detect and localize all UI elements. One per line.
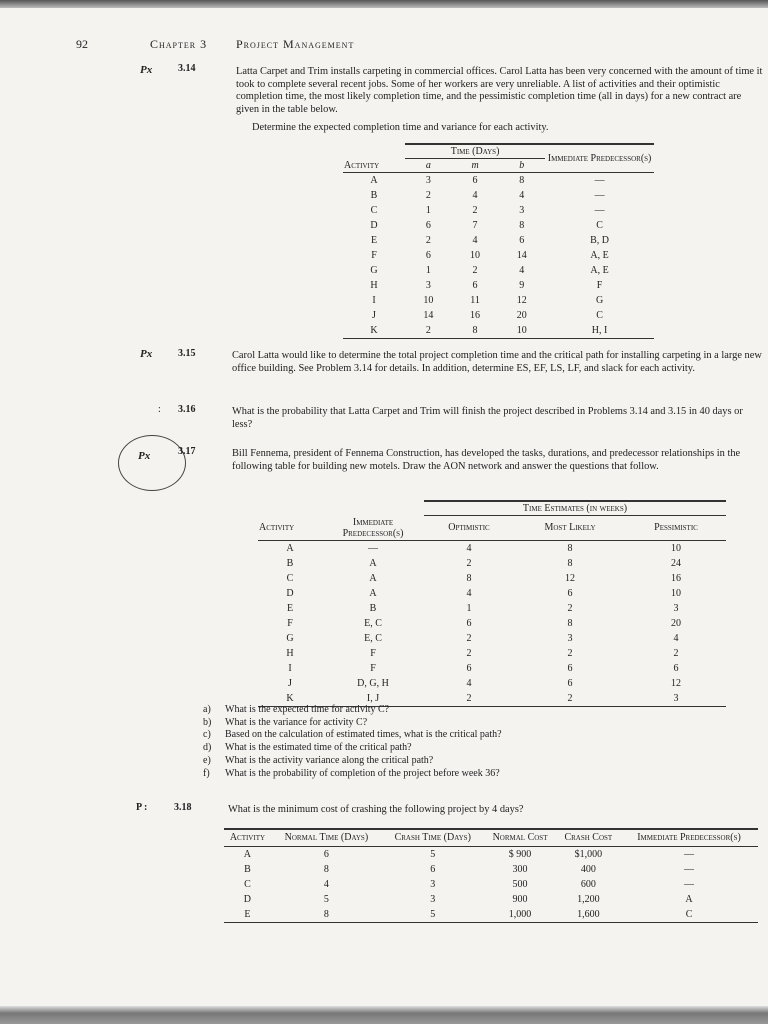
table-cell: H, I (591, 325, 608, 336)
table-cell: 300 (512, 864, 528, 875)
table-cell: D (286, 587, 294, 599)
table-cell: 10 (470, 250, 481, 261)
question-text: Based on the calculation of estimated times, what is the critical path? (225, 729, 502, 741)
column-header: Most Likely (514, 516, 626, 541)
table-cell: $1,000 (574, 849, 603, 860)
table-cell: K (370, 325, 378, 336)
table-cell: 3 (430, 879, 436, 890)
table-cell: 1,200 (577, 894, 600, 905)
table-cell: 6 (466, 617, 472, 629)
problem-instruction: Determine the expected completion time and variance for each activity. (252, 122, 549, 133)
question-item (203, 742, 703, 755)
question-label: b) (203, 716, 212, 728)
table-row (343, 278, 654, 293)
table-cell: 2 (567, 602, 573, 614)
table-cell: 8 (323, 864, 329, 875)
table-cell: B (286, 557, 294, 569)
table-cell: 900 (512, 894, 528, 905)
table-cell: 2 (673, 647, 679, 659)
table-cell: A, E (590, 250, 609, 261)
table-cell: 8 (472, 325, 478, 336)
table-cell: 1 (466, 602, 472, 614)
table-cell: E (286, 602, 294, 614)
table-cell: 2 (567, 692, 573, 704)
table-cell: 2 (567, 647, 573, 659)
table-cell: 11 (470, 295, 480, 306)
table-cell: 3 (519, 205, 525, 216)
table-row (343, 203, 654, 218)
px-marker: Px (138, 450, 151, 462)
table-cell: 10 (671, 542, 681, 554)
table-cell: 4 (466, 587, 472, 599)
table-cell: 8 (519, 220, 525, 231)
table-cell: 8 (519, 175, 525, 186)
table-cell: 2 (425, 235, 431, 246)
table-row (224, 907, 758, 923)
table-cell: — (684, 879, 695, 890)
problem-text: Bill Fennema, president of Fennema Construction, has developed the tasks, durations, and predecessor relationships in the following table for building new motels. Draw the AON network and answer the questions that follow. (232, 448, 741, 472)
table-cell: 4 (673, 632, 679, 644)
table-cell: I, J (366, 692, 380, 704)
table-row (258, 616, 726, 631)
table-cell: H (370, 280, 378, 291)
table-cell: 500 (512, 879, 528, 890)
table-cell: F (287, 617, 293, 629)
table-cell: 4 (472, 190, 478, 201)
table-cell: C (596, 220, 603, 231)
table-cell: 3 (425, 280, 431, 291)
column-header: Normal Time (Days) (271, 829, 382, 847)
table-cell: 3 (425, 175, 431, 186)
table-cell: 8 (567, 542, 573, 554)
scan-edge-bottom (0, 1006, 768, 1024)
column-header: m (452, 159, 499, 173)
table-row (258, 676, 726, 691)
px-marker: Px (140, 348, 153, 360)
table-cell: — (368, 542, 378, 554)
table-cell: F (370, 662, 376, 674)
activity-table-317 (258, 500, 726, 707)
table-cell: 1,000 (508, 909, 532, 920)
group-header: Time Estimates (in weeks) (424, 501, 726, 516)
table-row (343, 293, 654, 308)
table-cell: 1,600 (577, 909, 600, 920)
table-row (343, 248, 654, 263)
table-cell: G (286, 632, 294, 644)
table-cell: A, E (590, 265, 609, 276)
table-cell: 6 (567, 587, 573, 599)
table-cell: I (288, 662, 292, 674)
question-item (203, 717, 703, 730)
crash-table-318 (224, 828, 758, 923)
table-cell: 5 (430, 909, 436, 920)
table-cell: 4 (472, 235, 478, 246)
table-cell: 5 (430, 849, 436, 860)
column-header: Crash Cost (557, 829, 621, 847)
table-cell: D, G, H (357, 677, 389, 689)
table-cell: B (369, 602, 377, 614)
table-cell: 1 (425, 205, 431, 216)
page-number: 92 (76, 37, 88, 51)
table-cell: 2 (425, 190, 431, 201)
table-cell: 1 (425, 265, 431, 276)
question-text: What is the expected time for activity C? (225, 704, 390, 715)
table-row (258, 646, 726, 661)
table-cell: 2 (466, 632, 472, 644)
table-cell: 8 (567, 557, 573, 569)
table-cell: 6 (673, 662, 679, 674)
table-cell: 2 (466, 557, 472, 569)
question-list (203, 704, 703, 780)
table-cell: A (370, 175, 378, 186)
table-cell: F (371, 250, 377, 261)
table-cell: K (286, 692, 294, 704)
table-cell: 10 (516, 325, 527, 336)
table-cell: 6 (567, 662, 573, 674)
column-header: Activity (343, 159, 405, 173)
table-cell: C (286, 572, 294, 584)
table-cell: 2 (472, 205, 478, 216)
problem-number: 3.15 (178, 348, 196, 359)
column-header: Normal Cost (484, 829, 557, 847)
table-cell: J (288, 677, 292, 689)
table-cell: 2 (466, 692, 472, 704)
table-cell: 14 (423, 310, 434, 321)
column-header: Immediate Predecessor(s) (620, 829, 758, 847)
table-cell: E, C (364, 617, 382, 629)
table-cell: G (370, 265, 378, 276)
table-cell: G (595, 295, 604, 306)
table-cell: 8 (323, 909, 329, 920)
table-row (258, 661, 726, 676)
table-cell: D (243, 894, 252, 905)
problem-text: Carol Latta would like to determine the total project completion time and the critical path for installing carpeting in a large new office building. See Problem 3.14 for details. In addition, determine ES, EF, LS, LF, and slack for each activity. (232, 350, 762, 374)
predecessor-header: Immediate Predecessor(s) (545, 144, 654, 173)
table-row (258, 571, 726, 586)
table-cell: 12 (671, 677, 681, 689)
table-cell: 9 (519, 280, 525, 291)
question-text: What is the probability of completion of the project before week 36? (225, 767, 500, 779)
table-cell: I (372, 295, 376, 306)
table-cell: 6 (472, 175, 478, 186)
table-row (224, 862, 758, 877)
table-cell: F (370, 647, 376, 659)
table-cell: 3 (567, 632, 573, 644)
table-cell: 8 (567, 617, 573, 629)
table-cell: 4 (323, 879, 329, 890)
table-row (258, 631, 726, 646)
question-item (203, 755, 703, 768)
table-cell: 6 (430, 864, 436, 875)
question-text: What is the estimated time of the critical path? (225, 742, 412, 754)
table-cell: 4 (466, 542, 472, 554)
table-cell: F (596, 280, 603, 291)
table-cell: 4 (466, 677, 472, 689)
table-row (224, 877, 758, 892)
marker: P : (136, 802, 148, 813)
table-row (343, 308, 654, 323)
table-cell: 5 (323, 894, 329, 905)
question-label: f) (203, 767, 210, 779)
table-cell: E (370, 235, 378, 246)
question-label: d) (203, 742, 212, 754)
column-header: Optimistic (424, 516, 514, 541)
table-cell: 8 (466, 572, 472, 584)
table-cell: 6 (425, 220, 431, 231)
column-header: Crash Time (Days) (382, 829, 484, 847)
table-row (258, 556, 726, 571)
chapter-label: Chapter 3 (150, 37, 208, 51)
table-cell: 3 (673, 692, 679, 704)
question-item (203, 704, 703, 717)
table-cell: E, C (364, 632, 382, 644)
question-label: a) (203, 704, 211, 715)
table-cell: 4 (519, 190, 525, 201)
table-cell: 6 (519, 235, 525, 246)
problem-number: 3.17 (178, 446, 196, 457)
table-cell: 2 (472, 265, 478, 276)
table-row (343, 188, 654, 203)
problem-text: What is the minimum cost of crashing the following project by 4 days? (228, 804, 524, 815)
table-cell: — (594, 175, 605, 186)
table-row (343, 233, 654, 248)
column-header: Pessimistic (626, 516, 726, 541)
table-cell: J (372, 310, 376, 321)
table-cell: H (286, 647, 294, 659)
table-cell: 3 (430, 894, 436, 905)
question-text: What is the variance for activity C? (225, 716, 368, 728)
table-cell: 16 (671, 572, 681, 584)
question-text: What is the activity variance along the critical path? (225, 754, 434, 766)
table-cell: 2 (466, 647, 472, 659)
table-row (258, 540, 726, 556)
column-header: a (405, 159, 452, 173)
table-cell: 6 (466, 662, 472, 674)
table-row (224, 892, 758, 907)
question-label: e) (203, 754, 211, 766)
marker: : (158, 404, 161, 415)
problem-number: 3.18 (174, 802, 192, 813)
table-cell: 600 (580, 879, 596, 890)
hand-drawn-circle (118, 435, 186, 491)
table-cell: — (594, 190, 605, 201)
column-header: b (498, 159, 545, 173)
table-row (343, 323, 654, 339)
table-cell: 6 (472, 280, 478, 291)
problem-number: 3.16 (178, 404, 196, 415)
table-cell: C (596, 310, 603, 321)
table-row (258, 586, 726, 601)
table-cell: C (244, 879, 251, 890)
question-label: c) (203, 729, 211, 741)
table-cell: 4 (519, 265, 525, 276)
table-cell: 20 (516, 310, 527, 321)
chapter-title: Project Management (236, 37, 355, 51)
table-cell: 6 (425, 250, 431, 261)
table-cell: 24 (671, 557, 681, 569)
activity-table-314 (343, 143, 654, 339)
table-row (224, 847, 758, 863)
table-cell: — (684, 849, 695, 860)
scan-edge-top (0, 0, 768, 8)
question-item (203, 729, 703, 742)
problem-text: Latta Carpet and Trim installs carpeting in commercial offices. Carol Latta has been very concerned with the amount of time it took to complete several recent jobs. Some of her workers are very unreliable. A list of activities and their optimistic completion time, the most likely completion time, and the pessimistic completion time (all in days) for a new contract are given in the table below. (236, 66, 763, 115)
table-cell: E (244, 909, 251, 920)
table-cell: 12 (516, 295, 527, 306)
table-cell: $ 900 (508, 849, 532, 860)
question-item (203, 768, 703, 781)
table-cell: D (370, 220, 378, 231)
table-cell: 7 (472, 220, 478, 231)
table-cell: A (685, 894, 693, 905)
table-cell: 6 (323, 849, 329, 860)
table-cell: 2 (425, 325, 431, 336)
table-cell: 400 (580, 864, 596, 875)
px-marker: Px (140, 64, 153, 76)
table-row (343, 263, 654, 278)
table-cell: B, D (590, 235, 610, 246)
table-cell: A (243, 849, 252, 860)
table-row (258, 601, 726, 616)
table-cell: A (369, 587, 377, 599)
table-row (343, 218, 654, 233)
table-row (343, 173, 654, 189)
table-cell: C (685, 909, 693, 920)
table-cell: — (594, 205, 605, 216)
problem-number: 3.14 (178, 63, 196, 74)
table-cell: 10 (671, 587, 681, 599)
table-cell: — (684, 864, 695, 875)
table-cell: C (370, 205, 378, 216)
table-cell: 20 (671, 617, 681, 629)
table-cell: A (369, 557, 377, 569)
group-header: Time (Days) (405, 144, 545, 159)
table-cell: A (369, 572, 377, 584)
column-header: Activity (258, 516, 322, 541)
column-header: Activity (224, 829, 271, 847)
table-cell: 14 (516, 250, 527, 261)
column-header: Immediate Predecessor(s) (322, 516, 424, 541)
table-cell: A (286, 542, 294, 554)
table-cell: 16 (470, 310, 481, 321)
table-cell: 12 (565, 572, 575, 584)
table-cell: B (244, 864, 251, 875)
table-cell: 3 (673, 602, 679, 614)
table-cell: 10 (423, 295, 434, 306)
problem-text: What is the probability that Latta Carpet and Trim will finish the project described in Problems 3.14 and 3.15 in 40 days or less? (232, 406, 743, 430)
table-cell: B (370, 190, 378, 201)
table-cell: 6 (567, 677, 573, 689)
